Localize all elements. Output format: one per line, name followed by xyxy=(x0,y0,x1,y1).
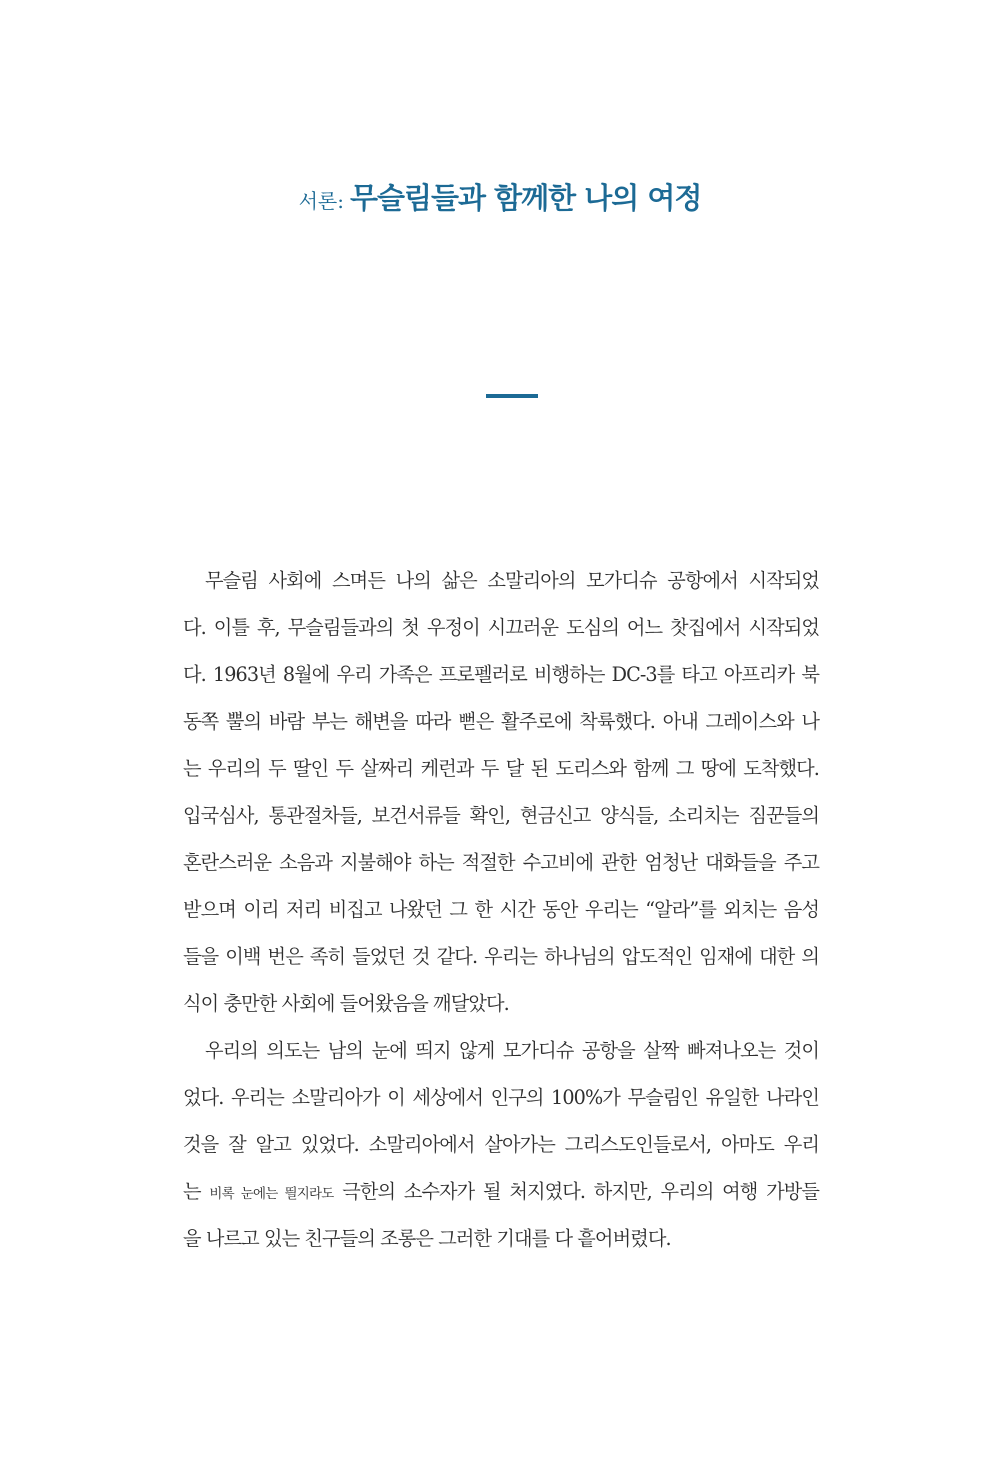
text-line: 식이 충만한 사회에 들어왔음을 깨달았다. xyxy=(183,992,509,1015)
chapter-prefix: 서론: xyxy=(298,189,344,213)
text-line: 다. 이틀 후, 무슬림들과의 첫 우정이 시끄러운 도심의 어느 찻집에서 시작되었 xyxy=(183,616,819,639)
body-text xyxy=(183,564,819,1269)
text-line: 었다. 우리는 소말리아가 이 세상에서 인구의 100%가 무슬림인 유일한 나라인 xyxy=(183,1086,819,1109)
chapter-heading xyxy=(0,176,1000,217)
small-text-run: 비록 눈에는 띌지라도 xyxy=(209,1186,334,1202)
text-line: 혼란스러운 소음과 지불해야 하는 적절한 수고비에 관한 엄청난 대화들을 주고 xyxy=(183,851,819,874)
text-run: 극한의 소수자가 될 처지였다. 하지만, 우리의 여행 가방들 xyxy=(342,1180,820,1203)
text-line: 입국심사, 통관절차들, 보건서류들 확인, 현금신고 양식들, 소리치는 짐꾼들의 xyxy=(183,804,819,827)
text-line: 들을 이백 번은 족히 들었던 것 같다. 우리는 하나님의 압도적인 임재에 대한 의 xyxy=(183,945,819,968)
text-line-mixed xyxy=(183,1175,819,1222)
text-line: 우리의 의도는 남의 눈에 띄지 않게 모가디슈 공항을 살짝 빠져나오는 것이 xyxy=(205,1039,819,1062)
text-line: 다. 1963년 8월에 우리 가족은 프로펠러로 비행하는 DC-3를 타고 아프리카 북 xyxy=(183,663,819,686)
paragraph-1 xyxy=(183,564,819,1034)
text-line: 받으며 이리 저리 비집고 나왔던 그 한 시간 동안 우리는 “알라”를 외치는 음성 xyxy=(183,898,819,921)
text-line: 동쪽 뿔의 바람 부는 해변을 따라 뻗은 활주로에 착륙했다. 아내 그레이스와 나 xyxy=(183,710,819,733)
text-line: 것을 잘 알고 있었다. 소말리아에서 살아가는 그리스도인들로서, 아마도 우리 xyxy=(183,1133,819,1156)
text-run: 는 xyxy=(183,1180,201,1203)
text-line: 무슬림 사회에 스며든 나의 삶은 소말리아의 모가디슈 공항에서 시작되었 xyxy=(205,569,819,592)
text-line: 는 우리의 두 딸인 두 살짜리 케런과 두 달 된 도리스와 함께 그 땅에 도착했다. xyxy=(183,757,819,780)
title-divider xyxy=(486,394,538,398)
paragraph-2 xyxy=(183,1034,819,1269)
chapter-title: 무슬림들과 함께한 나의 여정 xyxy=(349,181,702,215)
text-line: 을 나르고 있는 친구들의 조롱은 그러한 기대를 다 흩어버렸다. xyxy=(183,1227,671,1250)
